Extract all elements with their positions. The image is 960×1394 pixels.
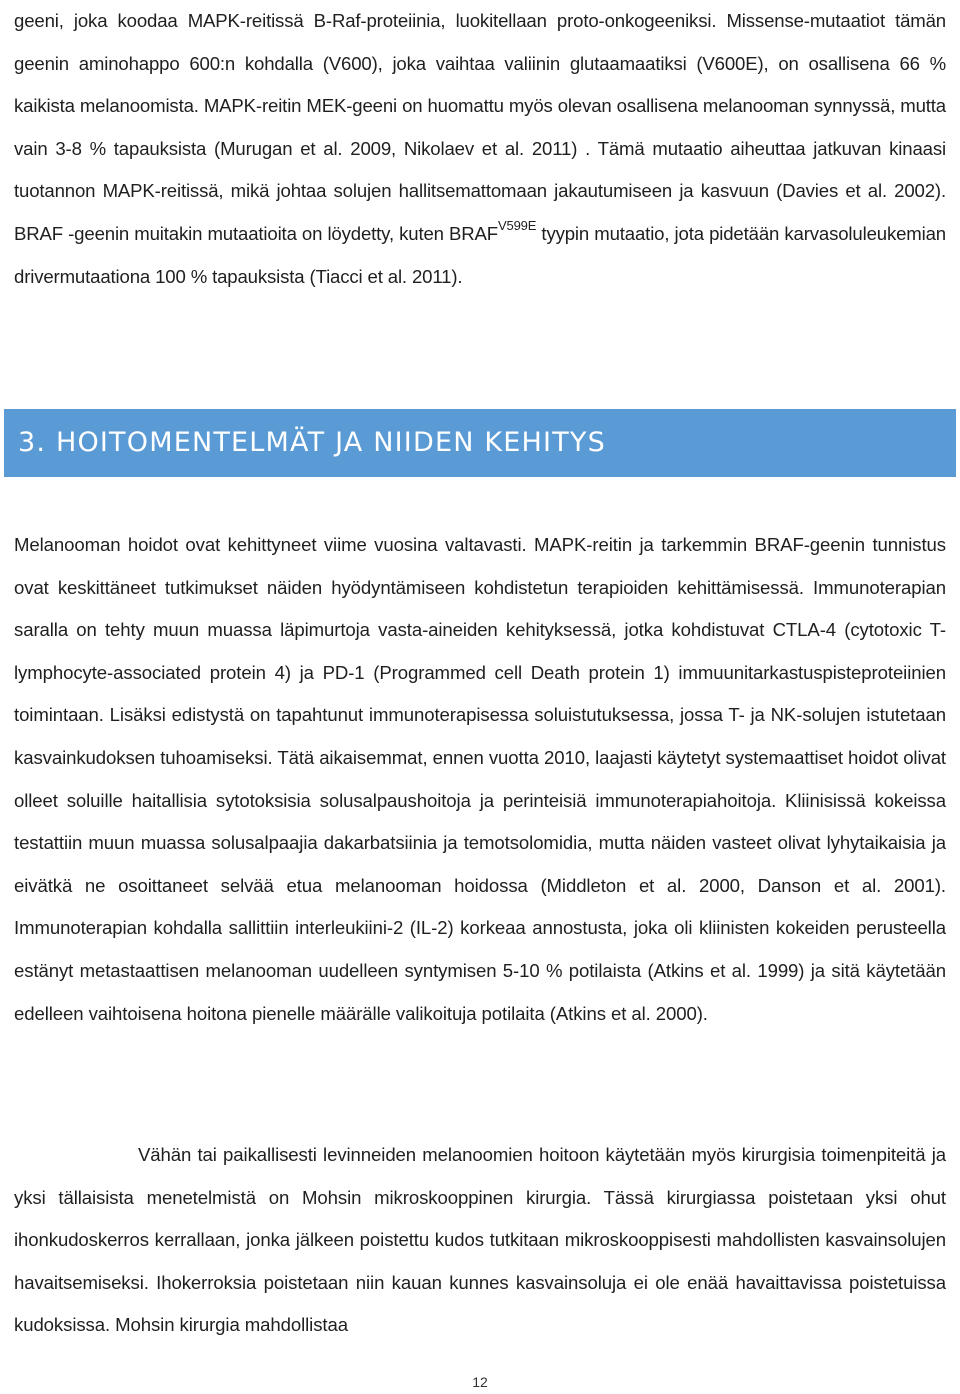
page-number: 12 <box>472 1374 488 1390</box>
body-paragraph-surgery: Vähän tai paikallisesti levinneiden melanoomien hoitoon käytetään myös kirurgisia toimenpiteitä ja yksi tällaisista menetelmistä on Mohsin mikroskooppinen kirurgia. Tässä kirurgiassa poistetaan yksi ohut ihonkudoskerros kerrallaan, jonka jälkeen poistettu kudos tutkitaan mikroskooppisesti mahdollisten kasvainsolujen havaitsemiseksi. Ihokerroksia poistetaan niin kauan kunnes kasvainsoluja ei ole enää havaittavissa poistetuissa kudoksissa. Mohsin kirurgia mahdollistaa <box>14 1144 946 1336</box>
section-heading-bar <box>4 409 956 477</box>
body-paragraph-treatments: Melanooman hoidot ovat kehittyneet viime vuosina valtavasti. MAPK-reitin ja tarkemmin BRAF-geenin tunnistus ovat keskittäneet tutkimukset näiden hyödyntämiseen kohdistetun terapioiden kehittämisessä. Immunoterapian saralla on tehty muun muassa läpimurtoja vasta-aineiden kehityksessä, jotka kohdistuvat CTLA-4 (cytotoxic T-lymphocyte-associated protein 4) ja PD-1 (Programmed cell Death protein 1) immuunitarkastuspisteproteiinien toimintaan. Lisäksi edistystä on tapahtunut immunoterapisessa soluistutuksessa, jossa T- ja NK-solujen istutetaan kasvainkudoksen tuhoamiseksi. Tätä aikaisemmat, ennen vuotta 2010, laajasti käytetyt systemaattiset hoidot olivat olleet soluille haitallisia sytotoksisia solusalpaushoitoja ja perinteisiä immunoterapiahoitoja. Kliinisissä kokeissa testattiin muun muassa solusalpaajia dakarbatsiinia ja temotsolomidia, mutta näiden vasteet olivat lyhytaikaisia ja eivätkä ne osoittaneet selvää etua melanooman hoidossa (Middleton et al. 2000, Danson et al. 2001). Immunoterapian kohdalla sallittiin interleukiini-2 (IL-2) korkeaa annostusta, joka oli kliinisten kokeiden perusteella estänyt metastaattisen melanooman uudelleen syntymisen 5-10 % potilaista (Atkins et al. 1999) ja sitä käytetään edelleen vaihtoisena hoitona pienelle määrälle valikoituja potilaita (Atkins et al. 2000). <box>14 534 946 1024</box>
section-heading: 3. HOITOMENTELMÄT JA NIIDEN KEHITYS <box>18 427 606 458</box>
mutation-superscript: V599E <box>497 217 537 233</box>
body-paragraph-braf-mutations <box>14 0 946 298</box>
paragraph-text: geeni, joka koodaa MAPK-reitissä B-Raf-proteiinia, luokitellaan proto-onkogeeniksi. Missense-mutaatiot tämän geenin aminohappo 600:n kohdalla (V600), joka vaihtaa valiinin glutaamaatiksi (V600E), on osallisena 66 % kaikista melanoomista. MAPK-reitin MEK-geeni on huomattu myös olevan osallisena melanooman synnyssä, mutta vain 3-8 % tapauksista (Murugan et al. 2009, Nikolaev et al. 2011) . Tämä mutaatio aiheuttaa jatkuvan kinaasi tuotannon MAPK-reitissä, mikä johtaa solujen hallitsemattomaan jakautumiseen ja kasvuun (Davies et al. 2002). BRAF -geenin muitakin mutaatioita on löydetty, kuten BRAF <box>14 10 946 244</box>
paragraph-text-continued: tyypin mutaatio, jota pidetään karvasoluleukemian drivermutaationa 100 % tapauksista (Tiacci et al. 2011). <box>14 222 946 287</box>
